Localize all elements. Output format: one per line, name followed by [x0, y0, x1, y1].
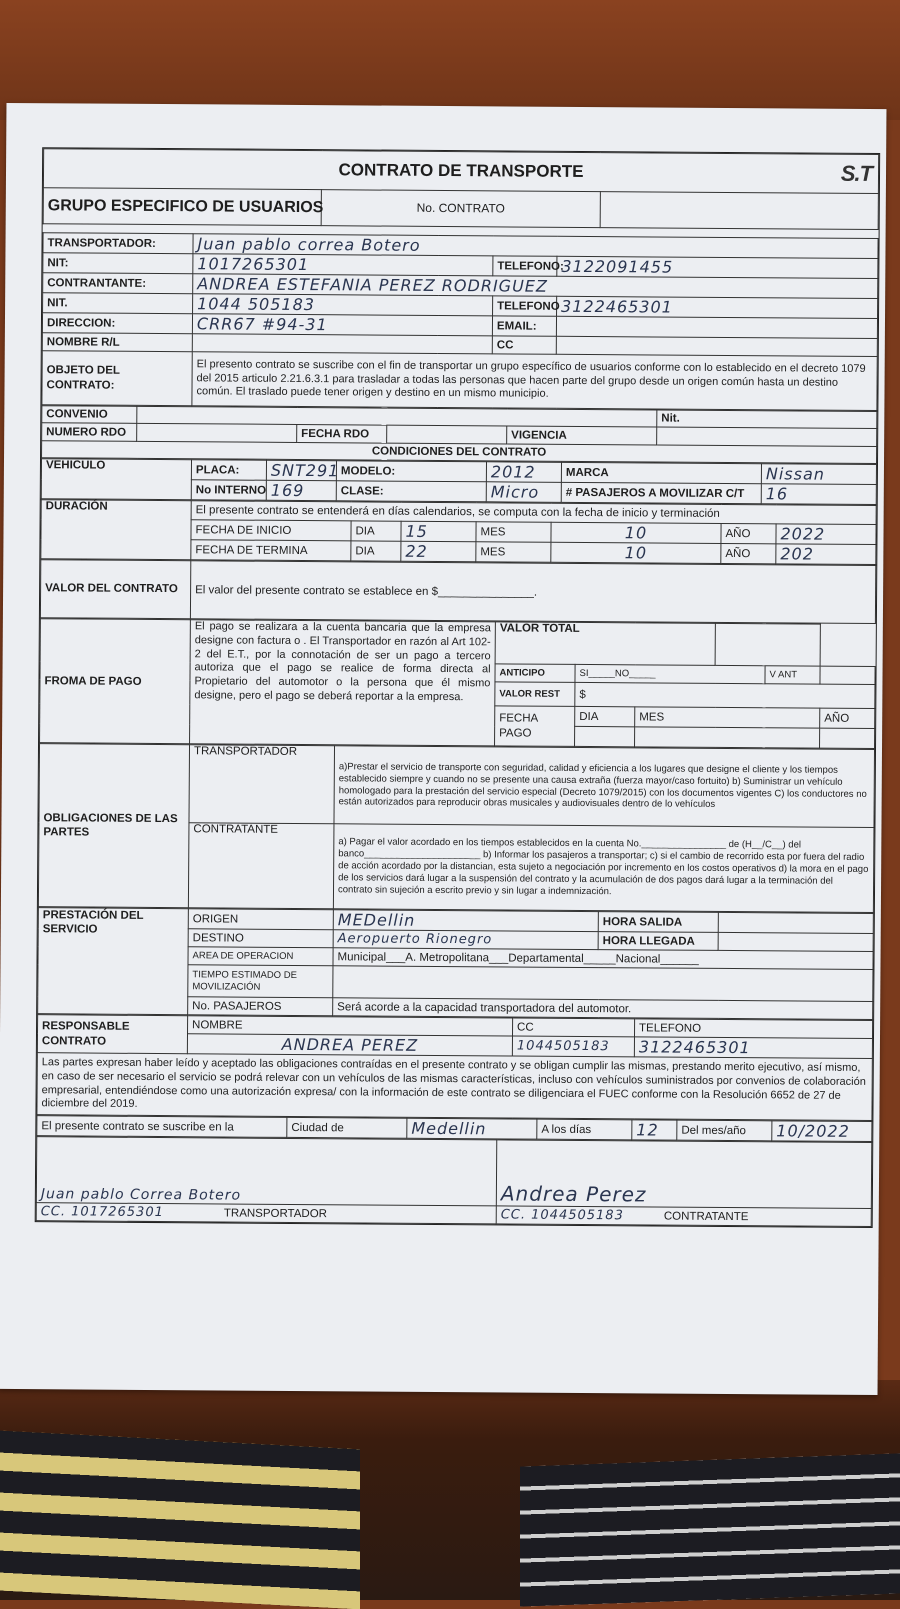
- mes-label: MES: [476, 542, 551, 563]
- pago-table: [39, 618, 876, 749]
- pago-ano-label: AÑO: [820, 708, 875, 728]
- clase-label: CLASE:: [336, 481, 486, 502]
- valor-total-label: VALOR TOTAL: [495, 622, 715, 666]
- pago-mes-value[interactable]: [635, 727, 820, 748]
- nombre-rl-label: NOMBRE R/L: [42, 333, 192, 352]
- v-ant-value[interactable]: [820, 666, 875, 684]
- transportador-sign-label: TRANSPORTADOR: [223, 1207, 328, 1221]
- inicio-ano[interactable]: 2022: [776, 524, 876, 545]
- anticipo-si-no[interactable]: SI_____NO_____: [575, 664, 765, 683]
- inicio-dia[interactable]: 15: [401, 521, 476, 542]
- destino-value[interactable]: Aeropuerto Rionegro: [333, 930, 598, 950]
- convenio-nit-label: Nit.: [657, 410, 877, 429]
- contratante-value[interactable]: ANDREA ESTEFANIA PEREZ RODRIGUEZ: [193, 274, 878, 299]
- ano-label: AÑO: [721, 523, 776, 543]
- obl-transportador-text: a)Prestar el servicio de transporte con seguridad, calidad y eficiencia a los lugares que designe el cliente y los tiempos establecido siempre y cuando no se presente una causa extraña (fuerza mayor/caso fortuito) b) Suministrar un vehículo homologado para la prestación del servicio especial (Decreto 1079/2015) con los documentos vigentes C) los conductores no están autorizados para reproducir obras musicales y audiovisuales dentro de lo vehículos: [334, 746, 875, 828]
- area-label: AREA DE OPERACION: [188, 947, 333, 966]
- obl-contratante-label: CONTRATANTE: [188, 823, 334, 909]
- document-title: [43, 149, 878, 194]
- ciudad-value[interactable]: Medellin: [407, 1118, 537, 1139]
- valor-rest-value[interactable]: $: [575, 682, 875, 708]
- cc-value[interactable]: [556, 336, 877, 356]
- anticipo-label: ANTICIPO: [495, 664, 575, 683]
- valor-total-value[interactable]: [715, 623, 820, 666]
- objeto-label: OBJETO DEL CONTRATO:: [42, 351, 192, 406]
- mesano-label: Del mes/año: [677, 1120, 772, 1141]
- convenio-label: CONVENIO: [42, 406, 137, 424]
- contratante-cc: CC. 1044505183: [500, 1207, 624, 1224]
- clase-value[interactable]: Micro: [486, 482, 561, 503]
- fecha-rdo-value[interactable]: [387, 425, 507, 444]
- transportador-label: TRANSPORTADOR:: [43, 233, 193, 254]
- no-contrato-label: No. CONTRATO: [321, 190, 600, 228]
- termina-ano[interactable]: 202: [776, 544, 876, 565]
- vehiculo-table: [41, 458, 877, 505]
- dias-value[interactable]: 12: [632, 1120, 677, 1140]
- contratante-sign-label: CONTRATANTE: [663, 1210, 749, 1224]
- contract-form: [35, 147, 880, 1228]
- contract-paper: [0, 103, 886, 1395]
- fecha-pago-label: FECHA PAGO: [495, 706, 575, 747]
- vehiculo-label: VEHICULO: [41, 459, 191, 500]
- hora-salida-value[interactable]: [718, 912, 873, 933]
- responsable-telefono-value[interactable]: 3122465301: [634, 1037, 872, 1059]
- obl-contratante-text: a) Pagar el valor acordado en los tiempos establecidos en la cuenta No.________________ de (H__/C__) del banco______________________ b) Informar los pasajeros a transportar; c) si el cambio de recorrido esta por fuera del radio de acción acordado por la distancian, esta sujeto a negociación por incremento en los costos operativos d) la mora en el pago de los servicios dará lugar a la suspensión del contrato y la acumulación de dos pagos dará lugar a la terminación del contrato sin sujeción a escrito previo y sin lugar a indemnización.: [333, 824, 874, 913]
- tiempo-label: TIEMPO ESTIMADO DE MOVILIZACIÓN: [188, 965, 333, 998]
- placa-value[interactable]: SNT291: [266, 460, 336, 480]
- hora-salida-label: HORA SALIDA: [598, 912, 718, 933]
- header-table: [43, 148, 880, 230]
- condiciones-title: CONDICIONES DEL CONTRATO: [42, 441, 877, 464]
- telefono2-value[interactable]: 3122465301: [557, 296, 878, 318]
- inicio-mes[interactable]: 10: [551, 522, 721, 543]
- direccion-value[interactable]: CRR67 #94-31: [192, 314, 492, 336]
- contratante-signature[interactable]: [496, 1140, 871, 1209]
- parties-table: [41, 232, 878, 411]
- nit2-value[interactable]: 1044 505183: [193, 294, 493, 316]
- firmas-table: [36, 1136, 873, 1227]
- valor-label: VALOR DEL CONTRATO: [40, 560, 190, 619]
- mes-label: MES: [476, 522, 551, 543]
- pasajeros-value[interactable]: 16: [761, 484, 876, 505]
- title-text: CONTRATO DE TRANSPORTE: [338, 160, 584, 181]
- email-label: EMAIL:: [492, 316, 556, 336]
- no-pasajeros-text: Será acorde a la capacidad transportadora del automotor.: [333, 998, 873, 1020]
- obligaciones-label: OBLIGACIONES DE LAS PARTES: [38, 744, 189, 908]
- destino-label: DESTINO: [188, 929, 333, 948]
- suscripcion-text: El presente contrato se suscribe en la: [37, 1116, 287, 1138]
- nombre-rl-value[interactable]: [192, 334, 492, 354]
- obligaciones-table: [38, 743, 875, 913]
- fecha-rdo-label: FECHA RDO: [297, 424, 387, 443]
- interno-value[interactable]: 169: [266, 480, 336, 500]
- marca-label: MARCA: [561, 462, 761, 483]
- striped-cloth: [520, 1453, 900, 1606]
- responsable-nombre-label: NOMBRE: [188, 1016, 513, 1036]
- ano-label: AÑO: [721, 543, 776, 563]
- modelo-label: MODELO:: [336, 461, 486, 482]
- valor-table: [40, 559, 876, 624]
- modelo-value[interactable]: 2012: [486, 462, 561, 483]
- nit-label: NIT:: [43, 253, 193, 274]
- nit-value[interactable]: 1017265301: [193, 254, 493, 276]
- responsable-cc-value[interactable]: 1044505183: [512, 1036, 634, 1057]
- objeto-text: El presento contrato se suscribe con el fin de transportar un grupo específico de usuarios conforme con lo establecido en el decreto 1079 del 2015 articulo 2.21.6.3.1 para trasladar a todas las personas que hacen parte del grupo desde un origen común hasta un destino común. El traslado puede tener origen y destino en un mismo municipio.: [192, 352, 877, 411]
- contratante-sign-line: [496, 1206, 871, 1227]
- responsable-cc-label: CC: [512, 1018, 634, 1037]
- vigencia-value[interactable]: [657, 427, 877, 447]
- responsable-telefono-label: TELEFONO: [634, 1019, 872, 1039]
- numero-rdo-value[interactable]: [137, 423, 297, 442]
- pago-dia-value[interactable]: [575, 726, 635, 746]
- hora-llegada-value[interactable]: [718, 932, 873, 951]
- document-subtitle: GRUPO ESPECIFICO DE USUARIOS: [43, 188, 322, 226]
- cc-label: CC: [492, 336, 556, 354]
- duracion-label: DURACIÓN: [41, 500, 191, 560]
- pago-ano-value[interactable]: [820, 728, 875, 748]
- area-options[interactable]: Municipal___A. Metropolitana___Departamental_____Nacional______: [333, 948, 873, 970]
- mesano-value[interactable]: 10/2022: [772, 1121, 872, 1142]
- striped-cloth: [0, 1431, 360, 1609]
- servicio-table: [37, 907, 874, 1020]
- v-ant-label: V ANT: [765, 666, 820, 684]
- company-logo: S.T: [840, 160, 873, 186]
- telefono2-label: TELEFONO: [493, 296, 557, 316]
- fecha-inicio-label: FECHA DE INICIO: [191, 520, 351, 541]
- termina-mes[interactable]: 10: [551, 542, 721, 563]
- pago-mes-label: MES: [635, 707, 820, 728]
- no-pasajeros-label: No. PASAJEROS: [188, 997, 333, 1016]
- telefono-value[interactable]: 3122091455: [557, 256, 878, 278]
- duracion-text: El presente contrato se entenderá en días calendarios, se computa con la fecha de inicio y terminación: [191, 501, 876, 525]
- ciudad-label: Ciudad de: [287, 1117, 407, 1138]
- responsable-nombre-value[interactable]: ANDREA PEREZ: [187, 1034, 512, 1056]
- nit2-label: NIT.: [43, 293, 193, 314]
- direccion-label: DIRECCION:: [42, 313, 192, 334]
- obl-transportador-label: TRANSPORTADOR: [189, 745, 335, 824]
- origen-label: ORIGEN: [188, 909, 333, 930]
- termina-dia[interactable]: 22: [401, 541, 476, 562]
- marca-value[interactable]: Nissan: [761, 464, 876, 485]
- responsable-table: [36, 1014, 873, 1121]
- pasajeros-label: # PASAJEROS A MOVILIZAR C/T: [561, 482, 761, 503]
- dias-label: A los días: [537, 1119, 632, 1140]
- interno-label: No INTERNO: [191, 480, 266, 501]
- dia-label: DIA: [351, 521, 401, 541]
- contratante-label: CONTRANTANTE:: [43, 273, 193, 294]
- transportador-sign-line: [36, 1203, 496, 1224]
- origen-value[interactable]: MEDellin: [333, 910, 598, 932]
- convenio-table: [41, 405, 877, 464]
- placa-label: PLACA:: [191, 460, 266, 481]
- transportador-signature[interactable]: [36, 1137, 496, 1206]
- valor-rest-label: VALOR REST: [495, 682, 575, 707]
- dia-label: DIA: [351, 541, 401, 561]
- servicio-label: PRESTACIÓN DEL SERVICIO: [38, 908, 189, 1015]
- clausula-text: Las partes expresan haber leído y aceptado las obligaciones contraídas en el presente contrato y se obligan cumplir las mismas, prestando merito ejecutivo, así mismo, en caso de ser necesario el servicio se podrá relevar con un vehículos de las mismas características, incluso con vehículos suministrados por convenios de colaboración empresarial, entendiéndose como una autorización expresa/ con la información de este contrato se diligenciara el FUEC conforme con la Resolución 6652 de 27 de diciembre del 2019.: [37, 1053, 872, 1121]
- no-contrato-value[interactable]: [600, 192, 879, 230]
- tiempo-value[interactable]: [333, 966, 873, 1002]
- responsable-label: RESPONSABLE CONTRATO: [37, 1015, 187, 1054]
- pago-dia-label: DIA: [575, 706, 635, 726]
- contratante-signature-text: Andrea Perez: [500, 1181, 647, 1207]
- numero-rdo-label: NUMERO RDO: [42, 423, 137, 442]
- transportador-signature-text: Juan pablo Correa Botero: [40, 1186, 242, 1204]
- telefono-label: TELEFONO:: [493, 256, 557, 276]
- forma-pago-label: FROMA DE PAGO: [40, 619, 191, 744]
- hora-llegada-label: HORA LLEGADA: [598, 932, 718, 951]
- vigencia-label: VIGENCIA: [507, 426, 657, 445]
- email-value[interactable]: [556, 316, 877, 338]
- wood-table-background: [0, 0, 900, 120]
- valor-text: El valor del presente contrato se establece en $_______________.: [190, 561, 875, 624]
- fecha-termina-label: FECHA DE TERMINA: [191, 540, 351, 561]
- duracion-table: [40, 499, 876, 565]
- transportador-cc: CC. 1017265301: [40, 1204, 164, 1221]
- forma-pago-text: El pago se realizara a la cuenta bancaria que la empresa designe con factura o . El Transportador en razón al Art 102-2 del E.T., por la connotación de ser un pago a tercero autoriza que el pago se realice de forma directa al Propietario del automotor o la persona que él mismo designe, pero el pago se deberá reportar a la empresa.: [190, 620, 496, 746]
- transportador-value[interactable]: Juan pablo correa Botero: [193, 234, 878, 259]
